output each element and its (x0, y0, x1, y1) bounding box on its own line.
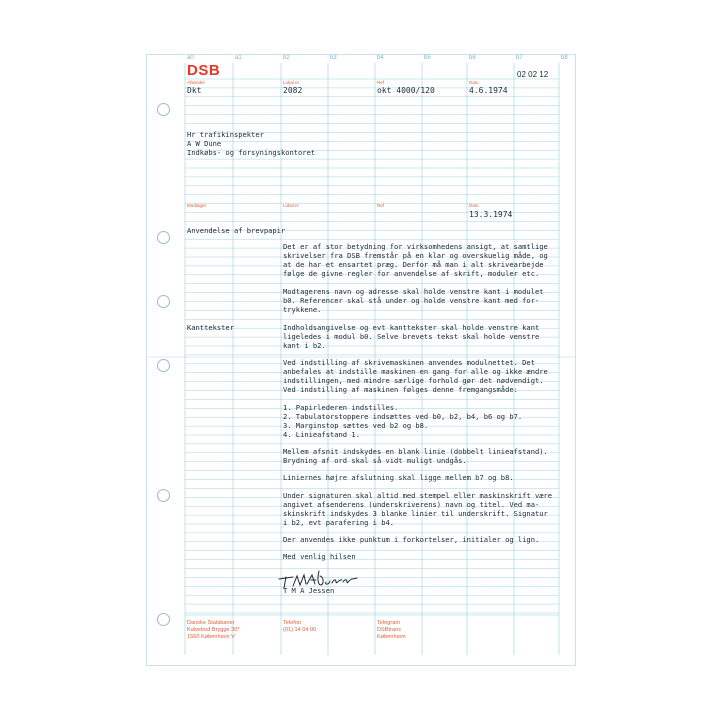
column-number: b2 (283, 55, 290, 61)
footer-telefon: Telefon (01) 14 04 00 (283, 620, 317, 633)
modtager-label: Modtager (187, 203, 207, 208)
paragraph-7: Under signaturen skal altid med stempel eller maskinskrift være angivet afsenderens (underskriverens) navn og titel. Ved ma- skinskrift indskydes 3 blanke linier til underskrift. Signatur i b2, evt parafering i b4. (283, 491, 553, 527)
column-number: b3 (330, 55, 337, 61)
recipient-name: A W Dune (187, 139, 222, 148)
dato-label: Dato (469, 80, 479, 85)
paragraph-8: Der anvendes ikke punktum i forkortelser, initialer og lign. (283, 535, 540, 544)
column-number: b8 (561, 55, 568, 61)
paragraph-1: Det er af stor betydning for virksomhedens ansigt, at samtlige skrivelser fra DSB fremstår på en klar og overskuelig måde, og at de har et ensartet præg. Derfor må man i alt skrivearbejde følge de givne regler for anvendelse af skrift, moduler etc. (283, 242, 548, 278)
punch-hole (157, 231, 170, 244)
paragraph-3: Indholdsangivelse og evt kanttekster skal holde venstre kant ligeledes i modul b0. Selve brevets tekst skal holde venstre kant i b2. (283, 323, 540, 350)
lokal-label: Lokal nr (283, 203, 300, 208)
footer-address: Danske Statsbaner Kalvebod Brygge 30* 1560 København V (187, 620, 240, 640)
afsender-label: Afsender (187, 80, 206, 85)
punch-hole (157, 295, 170, 308)
dsb-logo: DSB (187, 62, 221, 79)
paragraph-5: Mellem afsnit indskydes en blank linie (dobbelt linieafstand). Brydning af ord skal så vidt muligt undgås. (283, 447, 548, 465)
footer-telegram: Telegram DSBtrans København (377, 620, 406, 640)
recipient-title: Hr trafikinspekter (187, 130, 264, 139)
signatory-name: T M A Jessen (283, 586, 335, 595)
subject-line: Anvendelse af brevpapir (187, 226, 286, 235)
settings-list: 1. Papirlederen indstilles. 2. Tabulatorstoppere indsættes ved b0, b2, b4, b6 og b7. 3. Marginstop sættes ved b2 og b8. 4. Linieafstand 1. (283, 403, 523, 439)
ref-label: Ref (377, 80, 385, 85)
punch-hole (157, 489, 170, 502)
closing-line: Med venlig hilsen (283, 552, 356, 561)
punch-hole (157, 613, 170, 626)
lokal-value: 2082 (283, 86, 303, 95)
column-number: a0 (187, 55, 194, 61)
dato-value: 4.6.1974 (469, 86, 508, 95)
paragraph-6: Liniernes højre afslutning skal ligge mellem b7 og b8. (283, 473, 514, 482)
margin-heading: Kanttekster (187, 323, 234, 332)
recipient-department: Indkøbs- og forsyningskontoret (187, 148, 316, 157)
document-number: 02 02 12 (517, 70, 549, 79)
lokal-label: Lokal nr (283, 80, 300, 85)
column-number: b6 (469, 55, 476, 61)
punch-hole (157, 103, 170, 116)
column-number: a1 (235, 55, 242, 61)
punch-hole (157, 359, 170, 372)
column-number: b7 (516, 55, 523, 61)
column-number: b4 (377, 55, 384, 61)
paragraph-2: Modtagerens navn og adresse skal holde venstre kant i modulet b0. Referencer skal stå under og holde venstre kant med for- trykkene. (283, 287, 544, 314)
letter-sheet (146, 54, 576, 666)
paragraph-4: Ved indstilling af skrivemaskinen anvendes modulnettet. Det anbefales at indstille maskinen en gang for alle og ikke ændre indstillingen, med mindre særlige forhold gør det nødvendigt. Ved indstilling af maskinen følges denne fremgangsmåde: (283, 358, 548, 394)
received-date: 13.3.1974 (469, 210, 513, 219)
afsender-value: Dkt (187, 86, 202, 95)
ref-value: okt 4000/120 (377, 86, 435, 95)
column-number: b5 (424, 55, 431, 61)
dato-label: Dato (469, 203, 479, 208)
ref-label: Ref (377, 203, 385, 208)
